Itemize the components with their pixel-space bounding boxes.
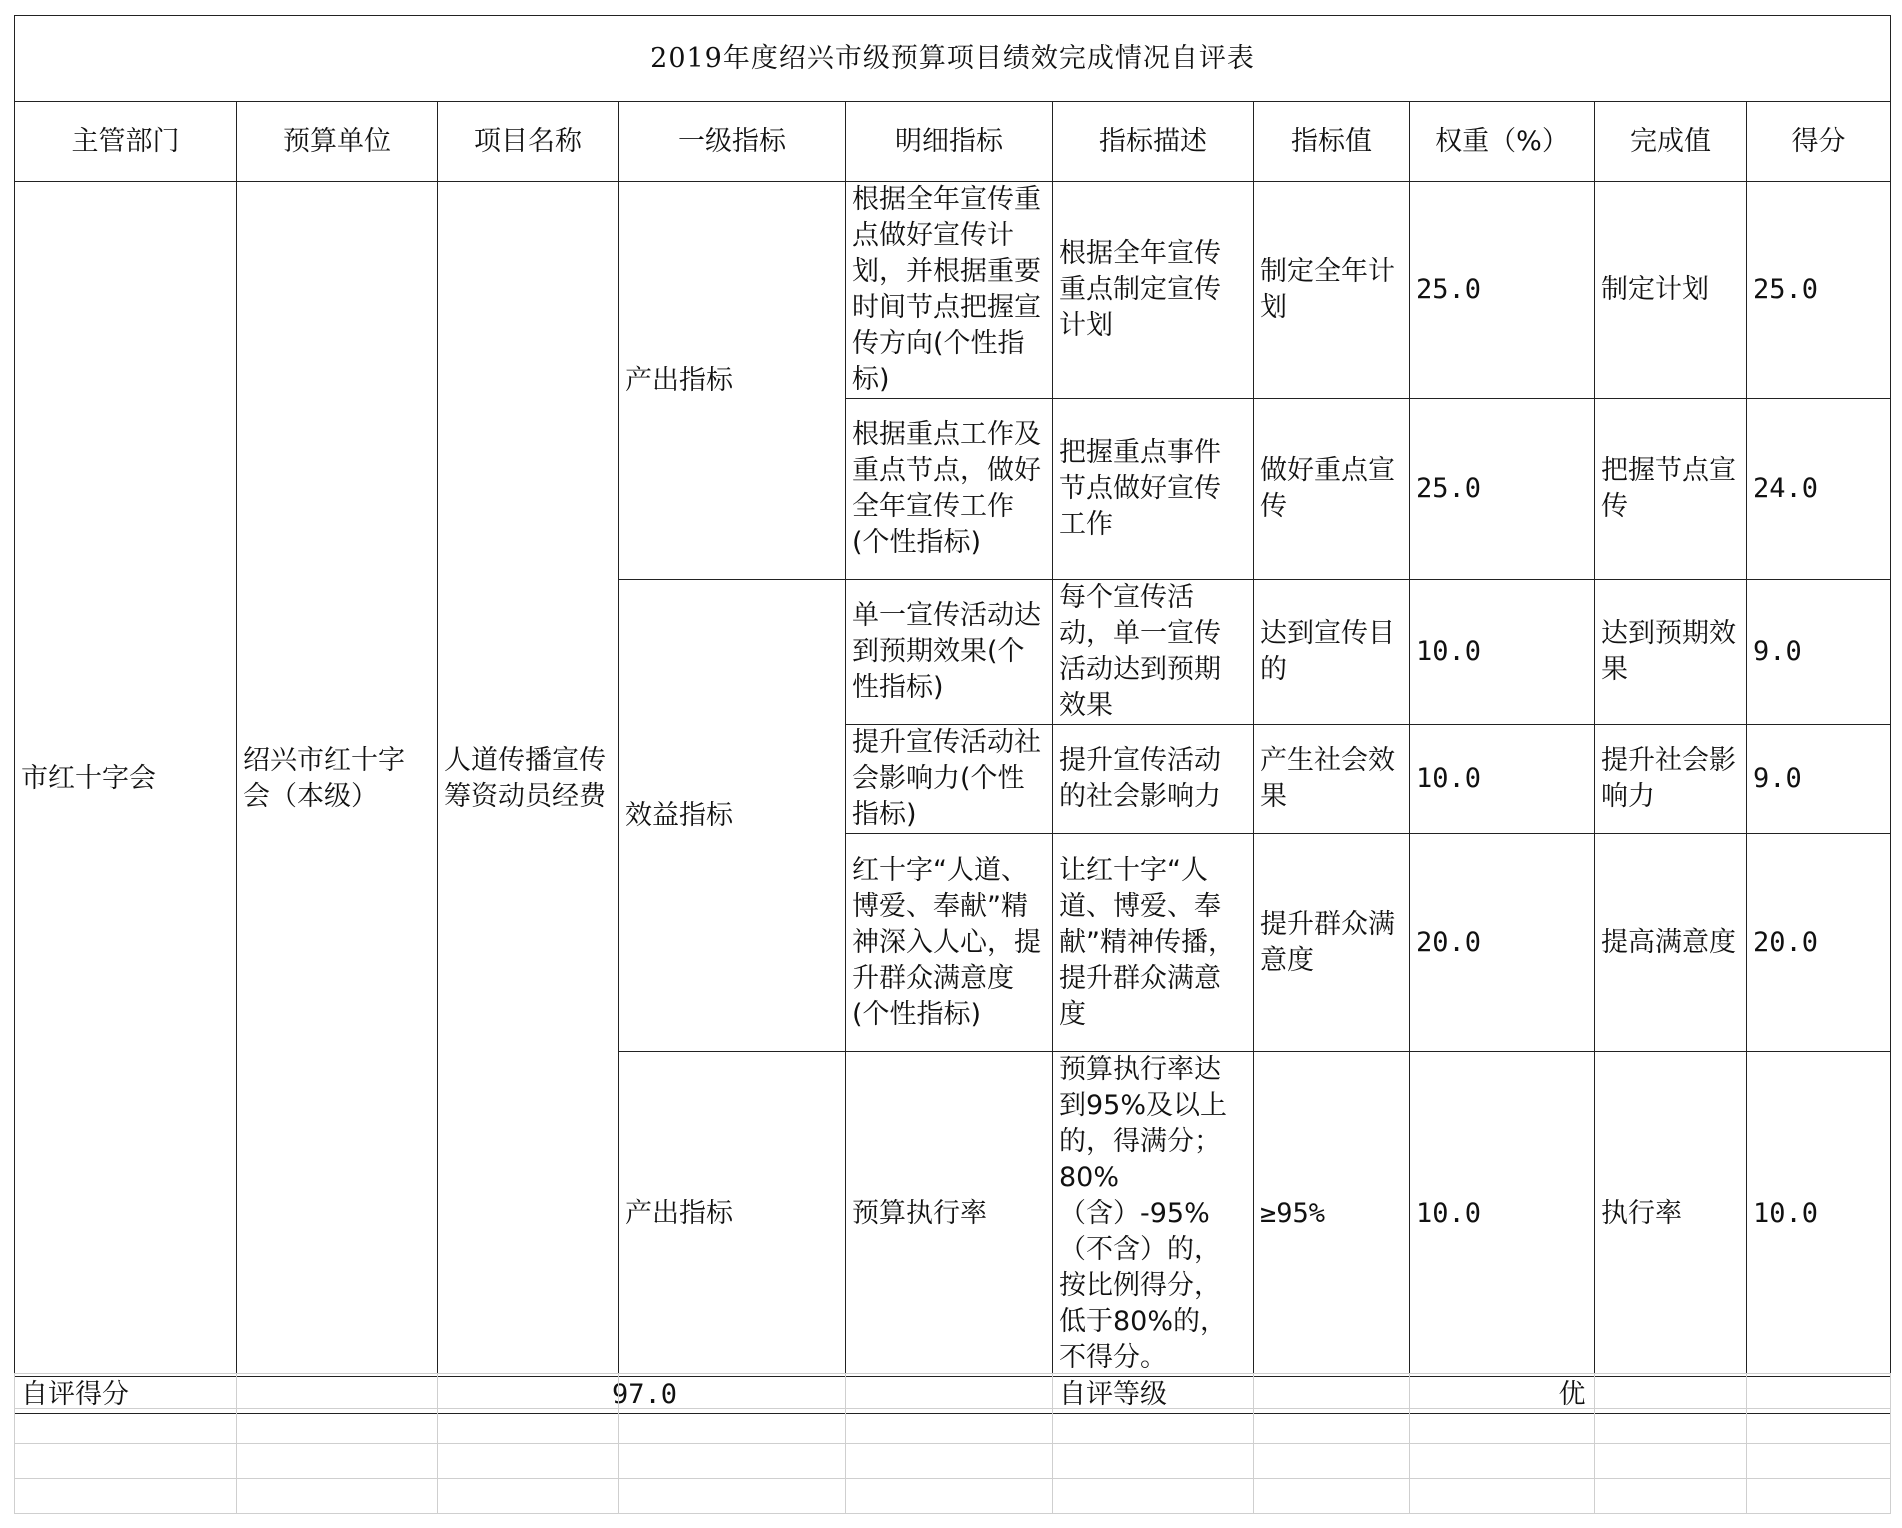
empty-grid <box>14 1373 1891 1514</box>
header-target: 指标值 <box>1254 102 1410 182</box>
description-cell: 每个宣传活动，单一宣传活动达到预期效果 <box>1053 580 1254 725</box>
score-cell: 24.0 <box>1747 399 1891 580</box>
actual-cell: 制定计划 <box>1595 182 1747 399</box>
header-budget-unit: 预算单位 <box>237 102 438 182</box>
description-cell: 提升宣传活动的社会影响力 <box>1053 725 1254 834</box>
detail-cell: 根据全年宣传重点做好宣传计划，并根据重要时间节点把握宣传方向(个性指标) <box>846 182 1053 399</box>
empty-row <box>15 1479 1891 1514</box>
evaluation-sheet <box>14 15 1891 1414</box>
level1-benefit-cell: 效益指标 <box>619 580 846 1052</box>
empty-row <box>15 1374 1891 1409</box>
weight-cell: 10.0 <box>1410 1052 1595 1377</box>
evaluation-table <box>14 15 1891 1414</box>
target-cell: 做好重点宣传 <box>1254 399 1410 580</box>
actual-cell: 把握节点宣传 <box>1595 399 1747 580</box>
score-cell: 20.0 <box>1747 834 1891 1052</box>
actual-cell: 提升社会影响力 <box>1595 725 1747 834</box>
detail-cell: 预算执行率 <box>846 1052 1053 1377</box>
weight-cell: 20.0 <box>1410 834 1595 1052</box>
detail-cell: 提升宣传活动社会影响力(个性指标) <box>846 725 1053 834</box>
actual-cell: 达到预期效果 <box>1595 580 1747 725</box>
project-name-cell: 人道传播宣传筹资动员经费 <box>438 182 619 1377</box>
table-title: 2019年度绍兴市级预算项目绩效完成情况自评表 <box>15 16 1891 102</box>
score-cell: 10.0 <box>1747 1052 1891 1377</box>
weight-cell: 25.0 <box>1410 182 1595 399</box>
description-cell: 预算执行率达到95%及以上的，得满分；80%（含）-95%（不含）的，按比例得分，低于80%的，不得分。 <box>1053 1052 1254 1377</box>
description-cell: 根据全年宣传重点制定宣传计划 <box>1053 182 1254 399</box>
detail-cell: 红十字“人道、博爱、奉献”精神深入人心，提升群众满意度(个性指标) <box>846 834 1053 1052</box>
empty-row <box>15 1444 1891 1479</box>
budget-unit-cell: 绍兴市红十字会（本级） <box>237 182 438 1377</box>
target-cell: ≥95% <box>1254 1052 1410 1377</box>
header-weight: 权重（%） <box>1410 102 1595 182</box>
detail-cell: 单一宣传活动达到预期效果(个性指标) <box>846 580 1053 725</box>
department-cell: 市红十字会 <box>15 182 237 1377</box>
target-cell: 达到宣传目的 <box>1254 580 1410 725</box>
weight-cell: 10.0 <box>1410 580 1595 725</box>
self-grade-label: 自评等级 <box>1053 1377 1254 1414</box>
header-row <box>15 102 1891 182</box>
actual-cell: 提高满意度 <box>1595 834 1747 1052</box>
self-score-value: 97.0 <box>237 1377 1053 1414</box>
weight-cell: 25.0 <box>1410 399 1595 580</box>
score-cell: 25.0 <box>1747 182 1891 399</box>
score-cell: 9.0 <box>1747 580 1891 725</box>
description-cell: 让红十字“人道、博爱、奉献”精神传播，提升群众满意度 <box>1053 834 1254 1052</box>
weight-cell: 10.0 <box>1410 725 1595 834</box>
header-project-name: 项目名称 <box>438 102 619 182</box>
target-cell: 提升群众满意度 <box>1254 834 1410 1052</box>
description-cell: 把握重点事件节点做好宣传工作 <box>1053 399 1254 580</box>
detail-cell: 根据重点工作及重点节点，做好全年宣传工作(个性指标) <box>846 399 1053 580</box>
target-cell: 产生社会效果 <box>1254 725 1410 834</box>
header-level1: 一级指标 <box>619 102 846 182</box>
header-description: 指标描述 <box>1053 102 1254 182</box>
header-department: 主管部门 <box>15 102 237 182</box>
empty-row <box>15 1409 1891 1444</box>
header-actual: 完成值 <box>1595 102 1747 182</box>
actual-cell: 执行率 <box>1595 1052 1747 1377</box>
header-score: 得分 <box>1747 102 1891 182</box>
level1-output-cell: 产出指标 <box>619 1052 846 1377</box>
header-detail: 明细指标 <box>846 102 1053 182</box>
score-cell: 9.0 <box>1747 725 1891 834</box>
table-row <box>15 182 1891 399</box>
self-score-label: 自评得分 <box>15 1377 237 1414</box>
target-cell: 制定全年计划 <box>1254 182 1410 399</box>
level1-output-cell: 产出指标 <box>619 182 846 580</box>
self-grade-value: 优 <box>1254 1377 1891 1414</box>
